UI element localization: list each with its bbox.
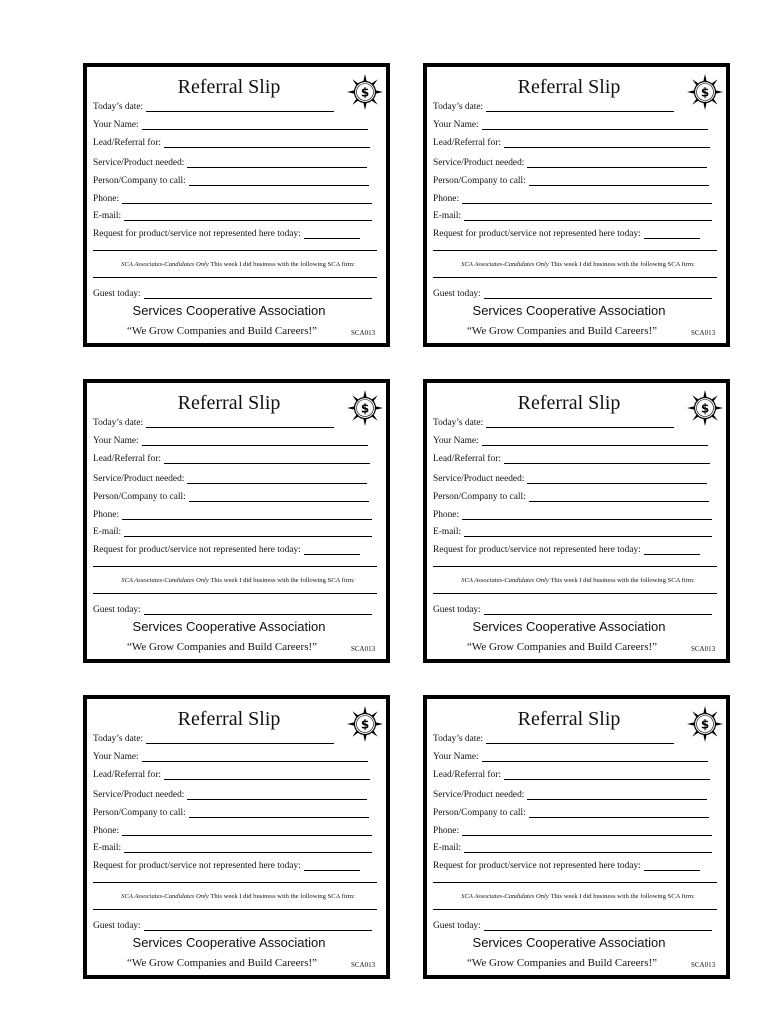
todays-date-row [93,416,334,430]
person-company-row [93,490,369,504]
service-needed-line[interactable] [527,483,707,484]
sca-compass-logo-icon [686,73,724,111]
service-needed-label: Service/Product needed: [433,158,525,168]
form-code: SCA013 [351,329,376,337]
your-name-label: Your Name: [93,436,139,446]
lead-referral-line[interactable] [164,463,370,464]
email-label: E-mail: [93,843,122,853]
request-line-2[interactable] [433,250,717,251]
email-row [93,209,372,223]
email-row [93,525,372,539]
your-name-row [433,118,708,132]
sca-note-text: This week I did business with the following SCA firm: [548,577,695,584]
guest-row [93,287,372,301]
phone-line[interactable] [122,203,372,204]
form-code: SCA013 [351,645,376,653]
email-line[interactable] [124,852,372,853]
svg-text:$: $ [360,717,370,732]
todays-date-row [433,732,674,746]
request-line[interactable] [644,238,700,239]
request-line-2[interactable] [93,566,377,567]
guest-line[interactable] [144,298,372,299]
tagline: “We Grow Companies and Build Careers!” [126,957,318,969]
todays-date-label: Today’s date: [93,418,144,428]
guest-label: Guest today: [433,921,481,931]
phone-label: Phone: [93,510,120,520]
todays-date-row [433,100,674,114]
your-name-line[interactable] [142,761,368,762]
person-company-label: Person/Company to call: [93,808,186,818]
guest-line[interactable] [484,930,712,931]
slip-title: Referral Slip [177,392,281,414]
email-line[interactable] [464,852,712,853]
todays-date-line[interactable] [146,111,334,112]
slip-title: Referral Slip [177,708,281,730]
svg-text:$: $ [700,401,710,416]
service-needed-label: Service/Product needed: [93,790,185,800]
sca-firm-line[interactable] [93,593,377,594]
sca-note-text: This week I did business with the following SCA firm: [208,893,355,900]
email-line[interactable] [124,220,372,221]
guest-row [433,287,712,301]
person-company-label: Person/Company to call: [433,808,526,818]
email-label: E-mail: [93,211,122,221]
request-row [433,227,700,241]
your-name-line[interactable] [482,761,708,762]
todays-date-line[interactable] [486,743,674,744]
sca-note [433,260,723,269]
request-label: Request for product/service not represented here today: [433,229,641,239]
sca-note-text: This week I did business with the following SCA firm: [548,261,695,268]
your-name-label: Your Name: [433,120,479,130]
sca-note [433,892,723,901]
guest-label: Guest today: [93,289,141,299]
sca-compass-logo-icon [346,73,384,111]
phone-line[interactable] [122,519,372,520]
guest-row [93,919,372,933]
guest-row [433,603,712,617]
sca-note [93,260,383,269]
lead-referral-line[interactable] [504,779,710,780]
phone-line[interactable] [462,203,712,204]
sca-firm-line[interactable] [93,277,377,278]
todays-date-label: Today’s date: [433,418,484,428]
email-row [93,841,372,855]
request-line[interactable] [644,554,700,555]
referral-slip [83,63,390,347]
your-name-row [433,750,708,764]
request-line[interactable] [304,238,360,239]
lead-referral-row [433,136,710,150]
phone-row [93,192,372,206]
lead-referral-line[interactable] [504,147,710,148]
service-needed-row [433,472,707,486]
request-line-2[interactable] [433,566,717,567]
email-row [433,841,712,855]
phone-row [93,508,372,522]
form-code: SCA013 [691,961,716,969]
person-company-label: Person/Company to call: [433,176,526,186]
phone-label: Phone: [433,194,460,204]
person-company-line[interactable] [529,501,709,502]
form-code: SCA013 [351,961,376,969]
phone-row [433,824,712,838]
lead-referral-row [93,452,370,466]
guest-label: Guest today: [93,921,141,931]
service-needed-row [93,156,367,170]
sca-note-italic: SCA Associates-Candidates Only [121,893,209,900]
todays-date-label: Today’s date: [433,102,484,112]
request-line-2[interactable] [93,250,377,251]
sca-note-text: This week I did business with the following SCA firm: [548,893,695,900]
person-company-row [93,174,369,188]
your-name-label: Your Name: [433,436,479,446]
email-line[interactable] [464,536,712,537]
request-line[interactable] [644,870,700,871]
service-needed-row [433,788,707,802]
request-label: Request for product/service not represented here today: [433,545,641,555]
lead-referral-row [433,452,710,466]
sca-compass-logo-icon [686,705,724,743]
association-name: Services Cooperative Association [132,935,326,950]
email-label: E-mail: [433,843,462,853]
service-needed-row [93,472,367,486]
request-row [93,543,360,557]
association-name: Services Cooperative Association [472,303,666,318]
guest-line[interactable] [484,614,712,615]
lead-referral-label: Lead/Referral for: [433,138,501,148]
slip-title: Referral Slip [177,76,281,98]
tagline: “We Grow Companies and Build Careers!” [126,641,318,653]
guest-row [93,603,372,617]
service-needed-line[interactable] [527,167,707,168]
phone-line[interactable] [462,835,712,836]
request-label: Request for product/service not represented here today: [93,861,301,871]
lead-referral-row [93,768,370,782]
lead-referral-label: Lead/Referral for: [433,770,501,780]
form-code: SCA013 [691,329,716,337]
todays-date-row [93,732,334,746]
request-line-2[interactable] [433,882,717,883]
sca-compass-logo-icon [346,389,384,427]
phone-label: Phone: [433,826,460,836]
todays-date-label: Today’s date: [433,734,484,744]
your-name-label: Your Name: [93,752,139,762]
request-row [433,543,700,557]
todays-date-label: Today’s date: [93,734,144,744]
phone-row [93,824,372,838]
person-company-row [433,174,709,188]
sca-note-text: This week I did business with the following SCA firm: [208,261,355,268]
service-needed-row [433,156,707,170]
lead-referral-label: Lead/Referral for: [433,454,501,464]
lead-referral-line[interactable] [504,463,710,464]
person-company-line[interactable] [189,817,369,818]
slip-title: Referral Slip [517,392,621,414]
sca-note-italic: SCA Associates-Candidates Only [461,261,549,268]
referral-slip [83,379,390,663]
service-needed-line[interactable] [187,799,367,800]
lead-referral-label: Lead/Referral for: [93,138,161,148]
svg-text:$: $ [700,85,710,100]
sca-firm-line[interactable] [93,909,377,910]
email-line[interactable] [124,536,372,537]
sca-note-text: This week I did business with the following SCA firm: [208,577,355,584]
your-name-row [433,434,708,448]
todays-date-line[interactable] [146,743,334,744]
guest-row [433,919,712,933]
person-company-label: Person/Company to call: [93,176,186,186]
person-company-line[interactable] [189,185,369,186]
slip-title: Referral Slip [517,708,621,730]
request-label: Request for product/service not represented here today: [93,545,301,555]
request-row [93,859,360,873]
referral-slip [423,695,730,979]
your-name-line[interactable] [482,445,708,446]
phone-label: Phone: [433,510,460,520]
service-needed-line[interactable] [527,799,707,800]
tagline: “We Grow Companies and Build Careers!” [126,325,318,337]
sca-compass-logo-icon [686,389,724,427]
tagline: “We Grow Companies and Build Careers!” [466,641,658,653]
request-label: Request for product/service not represented here today: [433,861,641,871]
tagline: “We Grow Companies and Build Careers!” [466,325,658,337]
tagline: “We Grow Companies and Build Careers!” [466,957,658,969]
email-row [433,209,712,223]
sca-firm-line[interactable] [433,277,717,278]
sca-note-italic: SCA Associates-Candidates Only [121,261,209,268]
your-name-line[interactable] [482,129,708,130]
service-needed-label: Service/Product needed: [433,790,525,800]
service-needed-line[interactable] [187,167,367,168]
todays-date-line[interactable] [146,427,334,428]
sca-note-italic: SCA Associates-Candidates Only [461,893,549,900]
your-name-line[interactable] [142,129,368,130]
request-row [93,227,360,241]
person-company-line[interactable] [529,185,709,186]
sca-compass-logo-icon [346,705,384,743]
phone-line[interactable] [122,835,372,836]
phone-row [433,508,712,522]
email-row [433,525,712,539]
your-name-row [93,434,368,448]
request-line[interactable] [304,554,360,555]
phone-label: Phone: [93,194,120,204]
form-code: SCA013 [691,645,716,653]
guest-line[interactable] [144,930,372,931]
phone-line[interactable] [462,519,712,520]
email-label: E-mail: [93,527,122,537]
lead-referral-line[interactable] [164,779,370,780]
person-company-row [433,490,709,504]
email-line[interactable] [464,220,712,221]
referral-slip [83,695,390,979]
referral-slip [423,379,730,663]
referral-slip [423,63,730,347]
guest-label: Guest today: [93,605,141,615]
svg-text:$: $ [360,401,370,416]
person-company-row [433,806,709,820]
todays-date-line[interactable] [486,111,674,112]
person-company-line[interactable] [189,501,369,502]
lead-referral-label: Lead/Referral for: [93,770,161,780]
person-company-label: Person/Company to call: [93,492,186,502]
association-name: Services Cooperative Association [132,619,326,634]
guest-line[interactable] [484,298,712,299]
service-needed-label: Service/Product needed: [93,474,185,484]
sca-firm-line[interactable] [433,593,717,594]
your-name-row [93,750,368,764]
your-name-row [93,118,368,132]
person-company-label: Person/Company to call: [433,492,526,502]
sca-note-italic: SCA Associates-Candidates Only [461,577,549,584]
svg-text:$: $ [360,85,370,100]
sca-note [433,576,723,585]
sca-firm-line[interactable] [433,909,717,910]
email-label: E-mail: [433,211,462,221]
service-needed-row [93,788,367,802]
sca-note [93,576,383,585]
lead-referral-line[interactable] [164,147,370,148]
guest-label: Guest today: [433,605,481,615]
person-company-row [93,806,369,820]
request-label: Request for product/service not represented here today: [93,229,301,239]
todays-date-row [433,416,674,430]
phone-label: Phone: [93,826,120,836]
slip-title: Referral Slip [517,76,621,98]
your-name-label: Your Name: [93,120,139,130]
association-name: Services Cooperative Association [472,619,666,634]
service-needed-line[interactable] [187,483,367,484]
association-name: Services Cooperative Association [472,935,666,950]
todays-date-line[interactable] [486,427,674,428]
request-line-2[interactable] [93,882,377,883]
phone-row [433,192,712,206]
your-name-line[interactable] [142,445,368,446]
request-row [433,859,700,873]
request-line[interactable] [304,870,360,871]
lead-referral-label: Lead/Referral for: [93,454,161,464]
lead-referral-row [93,136,370,150]
todays-date-label: Today’s date: [93,102,144,112]
service-needed-label: Service/Product needed: [433,474,525,484]
sca-note [93,892,383,901]
service-needed-label: Service/Product needed: [93,158,185,168]
lead-referral-row [433,768,710,782]
guest-line[interactable] [144,614,372,615]
person-company-line[interactable] [529,817,709,818]
email-label: E-mail: [433,527,462,537]
your-name-label: Your Name: [433,752,479,762]
svg-text:$: $ [700,717,710,732]
association-name: Services Cooperative Association [132,303,326,318]
guest-label: Guest today: [433,289,481,299]
sca-note-italic: SCA Associates-Candidates Only [121,577,209,584]
todays-date-row [93,100,334,114]
